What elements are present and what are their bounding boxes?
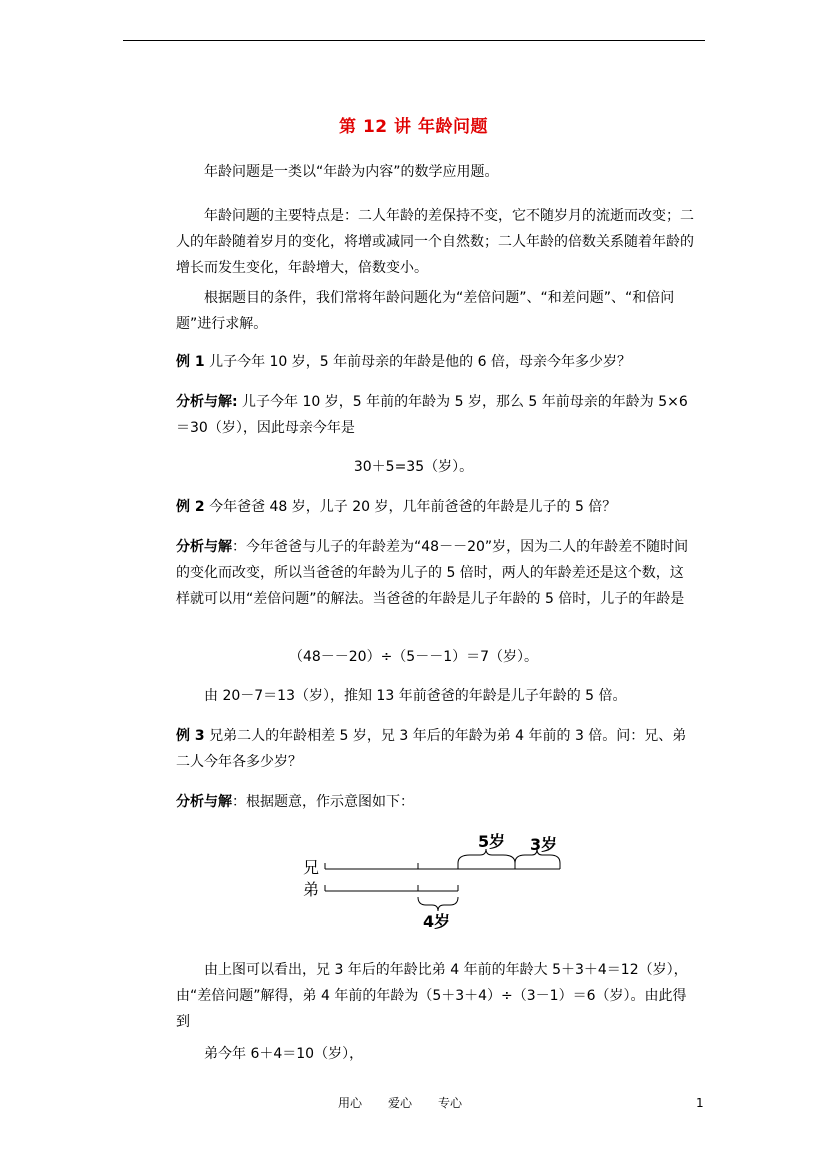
analysis-label: 分析与解 bbox=[176, 539, 232, 555]
example-3-text: 兄弟二人的年龄相差 5 岁，兄 3 年后的年龄为弟 4 年前的 3 倍。问：兄、弟二人今年各多少岁？ bbox=[176, 728, 687, 770]
footer-word-1: 用心 bbox=[338, 1096, 363, 1110]
example-2-formula: （48－－20）÷（5－－1）＝7（岁）。 bbox=[288, 649, 539, 665]
example-3-analysis bbox=[176, 789, 696, 815]
example-2-text: 今年爸爸 48 岁，儿子 20 岁，几年前爸爸的年龄是儿子的 5 倍？ bbox=[204, 499, 617, 515]
brace-4 bbox=[418, 897, 458, 911]
brace-label-5: 5岁 bbox=[478, 832, 506, 851]
example-2-label: 例 2 bbox=[176, 499, 205, 515]
brace-5 bbox=[458, 849, 515, 863]
example-1-label: 例 1 bbox=[176, 354, 205, 370]
example-2-question bbox=[176, 494, 696, 520]
age-diagram bbox=[295, 825, 575, 935]
header-rule bbox=[123, 40, 705, 41]
analysis-text: ：根据题意，作示意图如下： bbox=[232, 794, 414, 810]
example-1-analysis bbox=[176, 389, 696, 441]
page-title: 第 12 讲 年龄问题 bbox=[339, 117, 488, 137]
example-3-explanation: 由上图可以看出，兄 3 年后的年龄比弟 4 年前的年龄大 5＋3＋4＝12（岁），由“差倍问题”解得，弟 4 年前的年龄为（5＋3＋4）÷（3－1）＝6（岁）。由此得到 bbox=[176, 962, 688, 1030]
intro-paragraph: 年龄问题是一类以“年龄为内容”的数学应用题。 bbox=[204, 164, 499, 180]
diagram-label-younger: 弟 bbox=[303, 880, 320, 899]
example-1-question bbox=[176, 349, 696, 375]
brace-label-3: 3岁 bbox=[530, 835, 558, 854]
example-3-question bbox=[176, 723, 696, 775]
footer-word-3: 专心 bbox=[438, 1096, 463, 1110]
analysis-text: ：今年爸爸与儿子的年龄差为“48－－20”岁，因为二人的年龄差不随时间的变化而改变，所以当爸爸的年龄为儿子的 5 倍时，两人的年龄差还是这个数，这样就可以用“差倍问题”的解法。当爸爸的年龄是儿子年龄的 5 倍时，儿子的年龄是 bbox=[176, 539, 689, 607]
diagram-label-elder: 兄 bbox=[303, 858, 320, 877]
example-2-analysis bbox=[176, 534, 696, 612]
footer-word-2: 爱心 bbox=[388, 1096, 413, 1110]
example-3-label: 例 3 bbox=[176, 728, 205, 744]
analysis-label: 分析与解 bbox=[176, 794, 232, 810]
example-1-formula: 30＋5=35（岁）。 bbox=[353, 459, 474, 475]
method-paragraph: 根据题目的条件，我们常将年龄问题化为“差倍问题”、“和差问题”、“和倍问题”进行求解。 bbox=[176, 290, 675, 332]
example-2-conclusion: 由 20－7＝13（岁），推知 13 年前爸爸的年龄是儿子年龄的 5 倍。 bbox=[204, 688, 627, 704]
example-1-text: 儿子今年 10 岁，5 年前母亲的年龄是他的 6 倍，母亲今年多少岁？ bbox=[204, 354, 631, 370]
example-3-result: 弟今年 6＋4＝10（岁）， bbox=[204, 1046, 364, 1062]
analysis-label: 分析与解: bbox=[176, 394, 238, 410]
analysis-text: 儿子今年 10 岁，5 年前的年龄为 5 岁，那么 5 年前母亲的年龄为 5×6＝30（岁），因此母亲今年是 bbox=[176, 394, 688, 436]
features-paragraph: 年龄问题的主要特点是：二人年龄的差保持不变，它不随岁月的流逝而改变；二人的年龄随着岁月的变化，将增或减同一个自然数；二人年龄的倍数关系随着年龄的增长而发生变化，年龄增大，倍数变小。 bbox=[176, 208, 694, 276]
page-number: 1 bbox=[696, 1096, 704, 1110]
brace-label-4: 4岁 bbox=[423, 912, 451, 931]
